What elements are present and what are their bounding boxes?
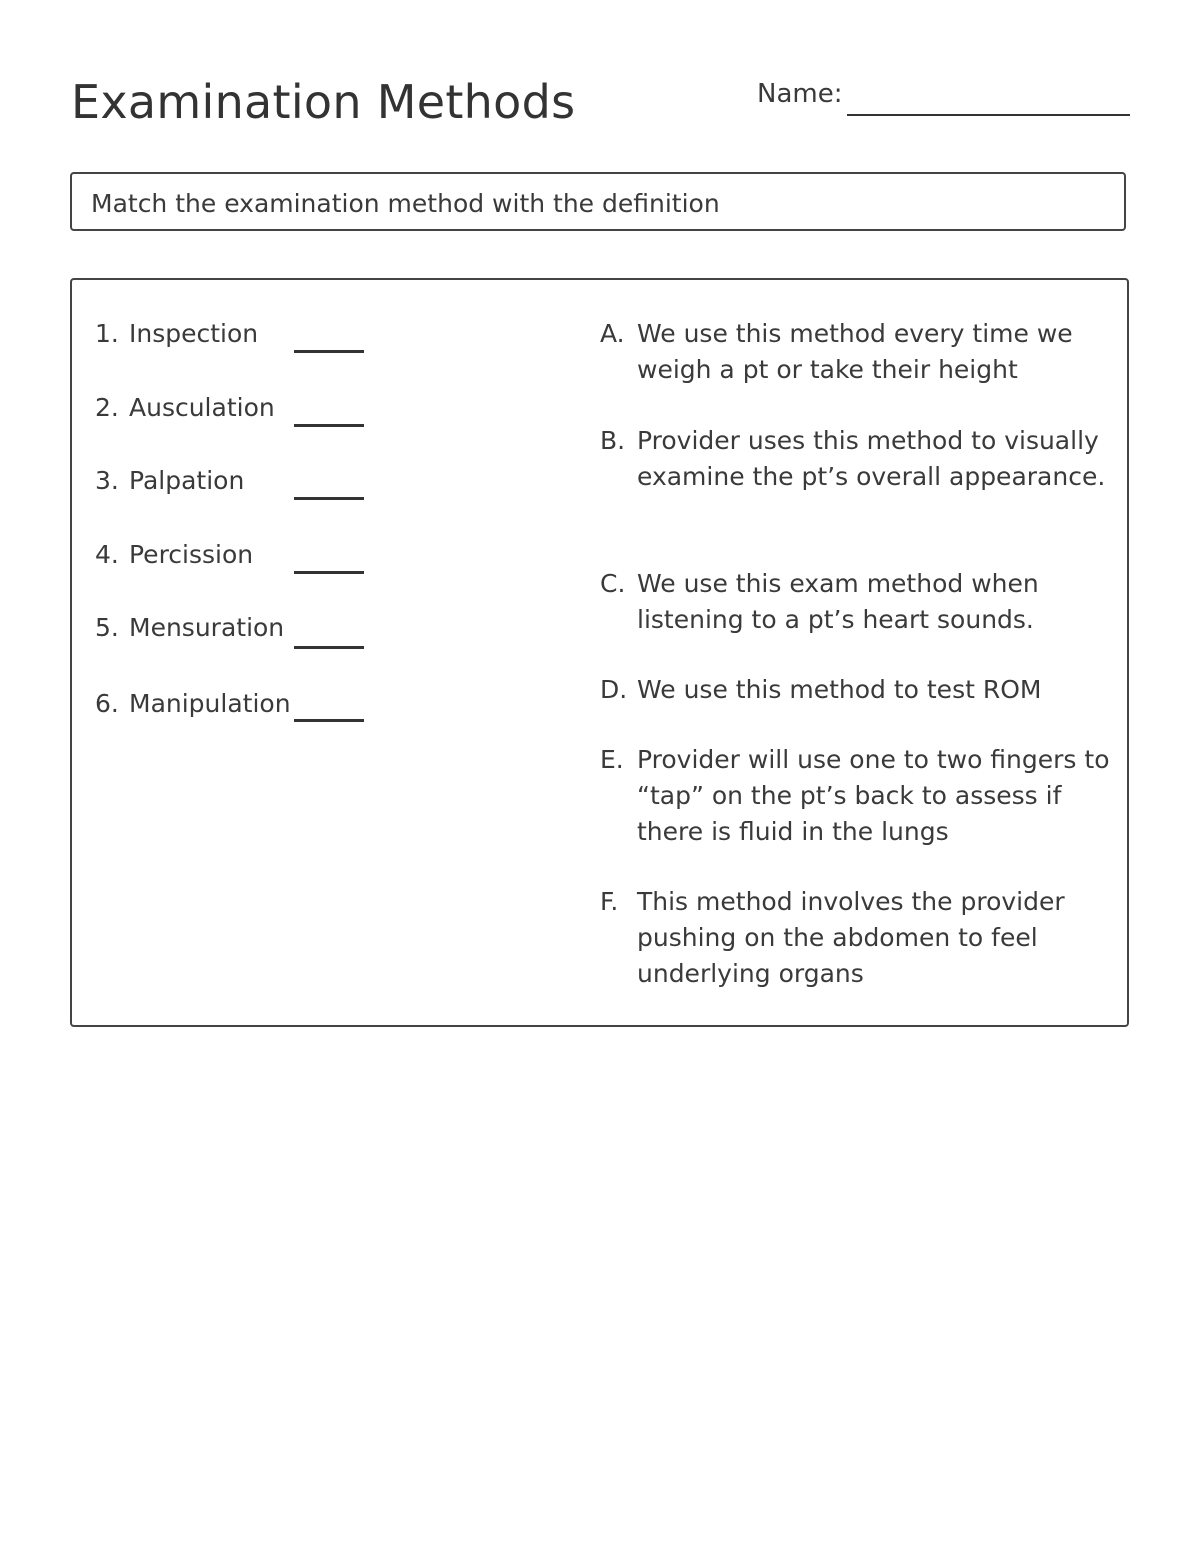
term-item-6 — [95, 686, 295, 722]
name-blank-line[interactable] — [847, 114, 1130, 116]
term-number: 1. — [95, 319, 119, 348]
definition-text: We use this method every time we weigh a pt or take their height — [637, 319, 1073, 384]
name-label: Name: — [757, 79, 843, 109]
definition-letter: F. — [600, 887, 619, 916]
definition-text: Provider will use one to two fingers to “tap” on the pt’s back to assess if there is fluid in the lungs — [637, 745, 1110, 846]
answer-blank-5[interactable] — [294, 646, 364, 649]
term-number: 5. — [95, 613, 119, 642]
term-item-2 — [95, 390, 295, 426]
term-item-4 — [95, 537, 295, 573]
instructions-box — [70, 172, 1126, 231]
definition-item-e — [600, 742, 1110, 850]
definition-letter: C. — [600, 569, 626, 598]
definition-letter: A. — [600, 319, 625, 348]
term-label: Percission — [129, 540, 254, 569]
term-label: Ausculation — [129, 393, 275, 422]
definition-item-b — [600, 423, 1110, 495]
term-item-1 — [95, 316, 295, 352]
page-title: Examination Methods — [71, 75, 576, 129]
term-item-3 — [95, 463, 295, 499]
term-label: Mensuration — [129, 613, 285, 642]
definition-letter: B. — [600, 426, 626, 455]
definition-item-a — [600, 316, 1110, 388]
answer-blank-1[interactable] — [294, 350, 364, 353]
term-number: 6. — [95, 689, 119, 718]
definition-item-d — [600, 672, 1110, 708]
definition-text: We use this method to test ROM — [637, 675, 1042, 704]
definition-text: This method involves the provider pushing on the abdomen to feel underlying organs — [637, 887, 1065, 988]
answer-blank-6[interactable] — [294, 719, 364, 722]
term-label: Manipulation — [129, 689, 291, 718]
term-number: 4. — [95, 540, 119, 569]
definition-item-c — [600, 566, 1110, 638]
term-label: Inspection — [129, 319, 259, 348]
definition-letter: E. — [600, 745, 624, 774]
definition-letter: D. — [600, 675, 628, 704]
term-item-5 — [95, 610, 295, 646]
answer-blank-3[interactable] — [294, 497, 364, 500]
instructions-text: Match the examination method with the definition — [91, 189, 720, 218]
answer-blank-4[interactable] — [294, 571, 364, 574]
term-number: 2. — [95, 393, 119, 422]
term-label: Palpation — [129, 466, 245, 495]
definition-text: We use this exam method when listening to a pt’s heart sounds. — [637, 569, 1039, 634]
definition-item-f — [600, 884, 1110, 992]
term-number: 3. — [95, 466, 119, 495]
answer-blank-2[interactable] — [294, 424, 364, 427]
definition-text: Provider uses this method to visually examine the pt’s overall appearance. — [637, 426, 1106, 491]
